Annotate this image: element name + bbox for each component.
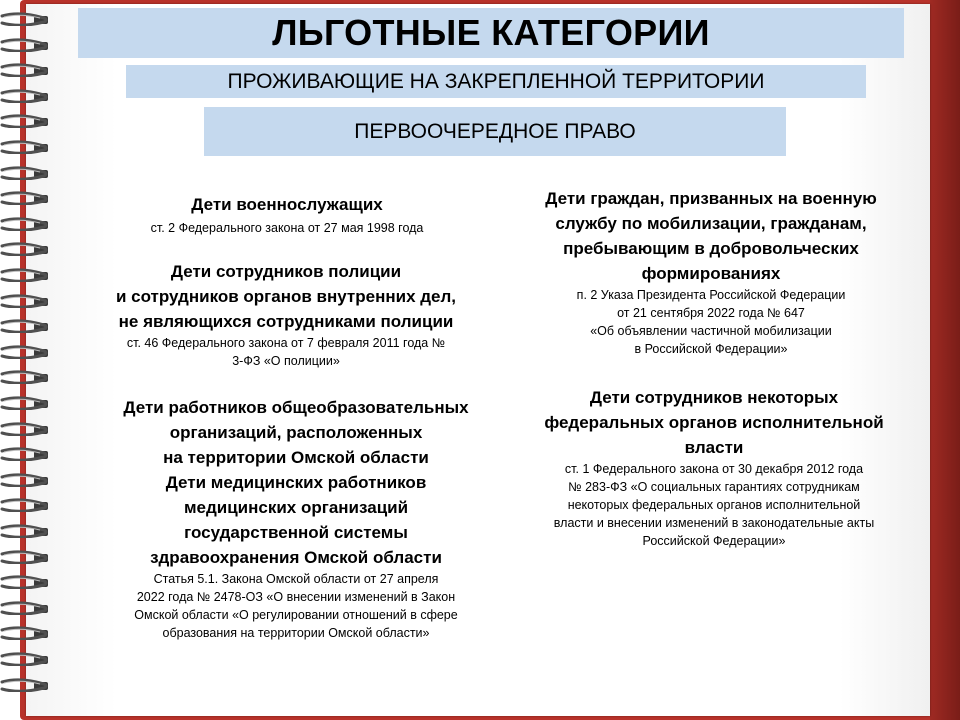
- category-education-medical: [82, 395, 510, 642]
- category-title-line: Дети медицинских работников: [165, 473, 427, 492]
- category-law-line: от 21 сентября 2022 года № 647: [617, 306, 805, 320]
- category-law-line: ст. 1 Федерального закона от 30 декабря 2012 года: [564, 462, 864, 476]
- subtitle-banner: [126, 65, 866, 98]
- category-title-line: пребывающим в добровольческих: [563, 239, 859, 258]
- category-title-line: на территории Омской области: [163, 448, 429, 467]
- category-law-line: Статья 5.1. Закона Омской области от 27 апреля: [153, 572, 439, 586]
- priority-label: ПЕРВООЧЕРЕДНОЕ ПРАВО: [354, 119, 636, 143]
- category-title-line: Дети работников общеобразовательных: [123, 398, 469, 417]
- binding-ring: [0, 678, 52, 692]
- category-law-line: власти и внесении изменений в законодательные акты: [553, 516, 875, 530]
- category-title-line: Дети граждан, призванных на военную: [545, 189, 877, 208]
- category-law-line: Российской Федерации»: [642, 534, 786, 548]
- category-law-line: «Об объявлении частичной мобилизации: [590, 324, 832, 338]
- category-title-line: службу по мобилизации, гражданам,: [555, 214, 867, 233]
- category-law-line: в Российской Федерации»: [634, 342, 788, 356]
- category-title-line: Дети сотрудников полиции: [170, 262, 402, 281]
- binding-ring: [0, 652, 52, 666]
- category-police: [76, 259, 496, 370]
- binding-ring: [0, 524, 52, 538]
- binding-ring: [0, 268, 52, 282]
- binding-ring: [0, 319, 52, 333]
- notebook-cover-edge: [930, 0, 960, 720]
- category-title-line: федеральных органов исполнительной: [544, 413, 884, 432]
- binding-ring: [0, 370, 52, 384]
- title-banner: [78, 8, 904, 58]
- category-title-line: не являющихся сотрудниками полиции: [118, 312, 454, 331]
- binding-ring: [0, 242, 52, 256]
- binding-ring: [0, 191, 52, 205]
- category-law-line: п. 2 Указа Президента Российской Федерации: [576, 288, 846, 302]
- priority-banner: [204, 107, 786, 156]
- binding-ring: [0, 140, 52, 154]
- category-title-line: формированиях: [641, 264, 781, 283]
- binding-ring: [0, 217, 52, 231]
- category-law-line: некоторых федеральных органов исполнительной: [567, 498, 861, 512]
- category-law-line: образования на территории Омской области»: [162, 626, 430, 640]
- binding-ring: [0, 114, 52, 128]
- binding-ring: [0, 601, 52, 615]
- category-law-line: ст. 46 Федерального закона от 7 февраля 2011 года №: [126, 336, 446, 350]
- category-title-line: здравоохранения Омской области: [150, 548, 442, 567]
- binding-ring: [0, 89, 52, 103]
- spiral-binding: [0, 0, 60, 720]
- binding-ring: [0, 575, 52, 589]
- page-subtitle: ПРОЖИВАЮЩИЕ НА ЗАКРЕПЛЕННОЙ ТЕРРИТОРИИ: [227, 69, 765, 93]
- category-title: Дети военнослужащих: [191, 195, 383, 214]
- category-title-line: организаций, расположенных: [169, 423, 423, 442]
- category-title-line: Дети сотрудников некоторых: [589, 388, 839, 407]
- binding-ring: [0, 447, 52, 461]
- binding-ring: [0, 396, 52, 410]
- category-law-line: № 283-ФЗ «О социальных гарантиях сотрудникам: [568, 480, 860, 494]
- category-federal: [512, 385, 916, 550]
- binding-ring: [0, 473, 52, 487]
- binding-ring: [0, 550, 52, 564]
- binding-ring: [0, 345, 52, 359]
- category-military: [82, 192, 492, 237]
- category-law-line: 2022 года № 2478-ОЗ «О внесении изменений в Закон: [136, 590, 456, 604]
- category-title-line: и сотрудников органов внутренних дел,: [115, 287, 457, 306]
- binding-ring: [0, 626, 52, 640]
- category-law-line: Омской области «О регулировании отношений в сфере: [134, 608, 458, 622]
- category-title-line: медицинских организаций: [183, 498, 409, 517]
- category-title-line: государственной системы: [184, 523, 408, 542]
- binding-ring: [0, 294, 52, 308]
- binding-ring: [0, 422, 52, 436]
- binding-ring: [0, 166, 52, 180]
- category-law-line: 3-ФЗ «О полиции»: [232, 354, 340, 368]
- binding-ring: [0, 498, 52, 512]
- binding-ring: [0, 63, 52, 77]
- binding-ring: [0, 12, 52, 26]
- category-title-line: власти: [684, 438, 744, 457]
- binding-ring: [0, 38, 52, 52]
- category-law: ст. 2 Федерального закона от 27 мая 1998 года: [150, 221, 424, 235]
- category-mobilized: [508, 186, 914, 358]
- page-title: ЛЬГОТНЫЕ КАТЕГОРИИ: [272, 12, 710, 53]
